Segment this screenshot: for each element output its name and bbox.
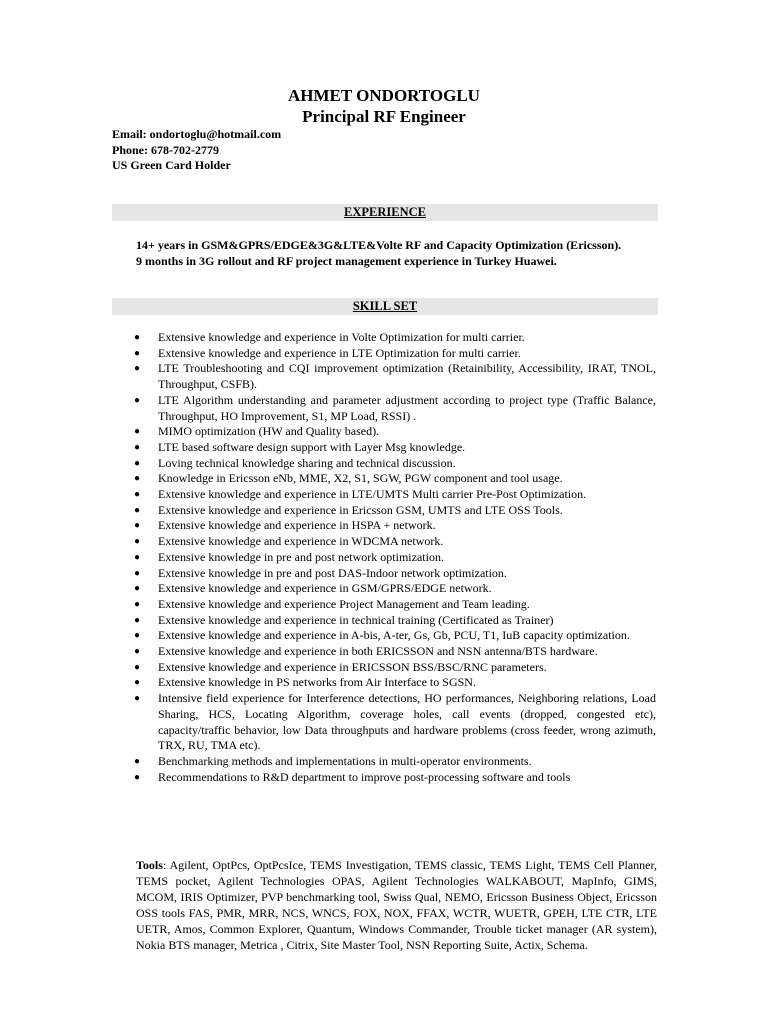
experience-summary [136,237,666,269]
bullet-icon: ● [134,394,141,406]
skill-text: MIMO optimization (HW and Quality based). [158,424,380,439]
experience-line: 14+ years in GSM&GPRS/EDGE&3G&LTE&Volte RF and Capacity Optimization (Ericsson). [136,238,622,252]
skill-item [134,361,656,392]
skill-text: LTE Algorithm understanding and parameter adjustment according to project type (Traffic Balance, Throughput, HO Improvement, S1, MP Load, RSSI) . [158,392,656,423]
skill-text: Extensive knowledge in PS networks from Air Interface to SGSN. [158,675,476,690]
skillset-heading: SKILL SET [352,299,418,313]
bullet-icon: ● [134,630,141,642]
bullet-icon: ● [134,347,141,359]
skill-list [134,330,656,785]
skill-item [134,550,656,566]
tools-paragraph [136,857,657,953]
skill-text: Knowledge in Ericsson eNb, MME, X2, S1, SGW, PGW component and tool usage. [158,471,563,486]
skill-item [134,424,656,440]
skill-text: Extensive knowledge and experience Project Management and Team leading. [158,596,530,611]
email-line: Email: ondortoglu@hotmail.com [112,127,282,141]
tools-text: : Agilent, OptPcs, OptPcsIce, TEMS Investigation, TEMS classic, TEMS Light, TEMS Cell Planner, TEMS pocket, Agilent Technologies OPAS, Agilent Technologies WALKABOUT, MapInfo, GIMS, MCOM, IRIS Optimizer, PVP benchmarking tool, Swiss Qual, NEMO, Ericsson Business Object, Ericsson OSS tools FAS, PMR, MRR, NCS, WNCS, FOX, NOX, FFAX, WCTR, WUETR, GPEH, LTE CTR, LTE UETR, Amos, Common Explorer, Quantum, Windows Commander, Trouble ticket manager (AR system), Nokia BTS manager, Metrica , Citrix, Site Master Tool, NSN Reporting Suite, Actix, Schema. [136,858,657,952]
skill-item [134,518,656,534]
skill-item [134,566,656,582]
skill-item [134,675,656,691]
phone-line: Phone: 678-702-2779 [112,142,219,157]
skill-text: Benchmarking methods and implementations in multi-operator environments. [158,753,532,768]
bullet-icon: ● [134,771,141,783]
skill-text: Extensive knowledge and experience in ERICSSON BSS/BSC/RNC parameters. [158,659,547,674]
bullet-icon: ● [134,755,141,767]
skill-item [134,393,656,424]
skill-item [134,628,656,644]
skill-text: Extensive knowledge and experience in WDCMA network. [158,534,444,549]
bullet-icon: ● [134,457,141,469]
bullet-icon: ● [134,551,141,563]
bullet-icon: ● [134,332,141,343]
bullet-icon: ● [134,363,141,375]
skill-text: Extensive knowledge in pre and post network optimization. [158,549,444,564]
skill-text: Extensive knowledge and experience in both ERICSSON and NSN antenna/BTS hardware. [158,644,598,659]
skill-text: Extensive knowledge and experience in Volte Optimization for multi carrier. [158,330,525,344]
skill-item [134,503,656,519]
bullet-icon: ● [134,693,141,705]
skill-text: Extensive knowledge and experience in Ericsson GSM, UMTS and LTE OSS Tools. [158,502,563,517]
skill-item [134,644,656,660]
skill-item [134,613,656,629]
skill-item [134,346,656,362]
bullet-icon: ● [134,614,141,626]
skill-item [134,440,656,456]
experience-line: 9 months in 3G rollout and RF project management experience in Turkey Huawei. [136,254,557,268]
residency-status: US Green Card Holder [112,158,231,172]
experience-heading: EXPERIENCE [344,205,426,219]
skill-text: LTE based software design support with Layer Msg knowledge. [158,439,466,454]
candidate-name: AHMET ONDORTOGLU [288,86,480,105]
bullet-icon: ● [134,426,141,438]
bullet-icon: ● [134,489,141,501]
skillset-heading-bar [112,298,658,315]
skill-item [134,754,656,770]
bullet-icon: ● [134,520,141,532]
skill-text: Recommendations to R&D department to improve post-processing software and tools [158,769,571,784]
skill-text: Extensive knowledge and experience in LTE/UMTS Multi carrier Pre-Post Optimization. [158,487,587,502]
contact-block [112,127,281,174]
tools-label: Tools [136,858,163,872]
experience-heading-bar [112,204,658,221]
bullet-icon: ● [134,677,141,689]
skill-text: Extensive knowledge and experience in technical training (Certificated as Trainer) [158,612,554,627]
bullet-icon: ● [134,536,141,548]
bullet-icon: ● [134,567,141,579]
skill-text: Extensive knowledge and experience in A-bis, A-ter, Gs, Gb, PCU, T1, IuB capacity optimization. [158,628,630,643]
skill-item [134,597,656,613]
job-title: Principal RF Engineer [302,107,466,126]
skill-item [134,330,656,346]
bullet-icon: ● [134,661,141,673]
skill-text: Extensive knowledge and experience in LTE Optimization for multi carrier. [158,345,521,360]
skill-text: Extensive knowledge and experience in HSPA + network. [158,518,436,533]
bullet-icon: ● [134,646,141,658]
skill-text: Intensive field experience for Interference detections, HO performances, Neighboring relations, Load Sharing, HCS, Locating Algorithm, coverage holes, call events (dropped, congested etc), capacity/traffic behavior, low Data throughputs and hardware problems (cross feeder, wrong azimuth, TRX, RU, TMA etc). [158,691,656,753]
skill-text: Extensive knowledge in pre and post DAS-Indoor network optimization. [158,565,507,580]
skill-item [134,660,656,676]
bullet-icon: ● [134,598,141,610]
bullet-icon: ● [134,473,141,485]
skill-item [134,534,656,550]
skill-item [134,770,656,786]
skill-item [134,471,656,487]
skill-text: LTE Troubleshooting and CQI improvement optimization (Retainibility, Accessibility, IRAT, TNOL, Throughput, CSFB). [158,361,656,392]
bullet-icon: ● [134,441,141,453]
skill-text: Extensive knowledge and experience in GSM/GPRS/EDGE network. [158,581,492,596]
skill-item [134,581,656,597]
bullet-icon: ● [134,583,141,595]
skill-item [134,487,656,503]
skill-item [134,691,656,754]
bullet-icon: ● [134,504,141,516]
skill-text: Loving technical knowledge sharing and technical discussion. [158,455,456,470]
skill-item [134,456,656,472]
